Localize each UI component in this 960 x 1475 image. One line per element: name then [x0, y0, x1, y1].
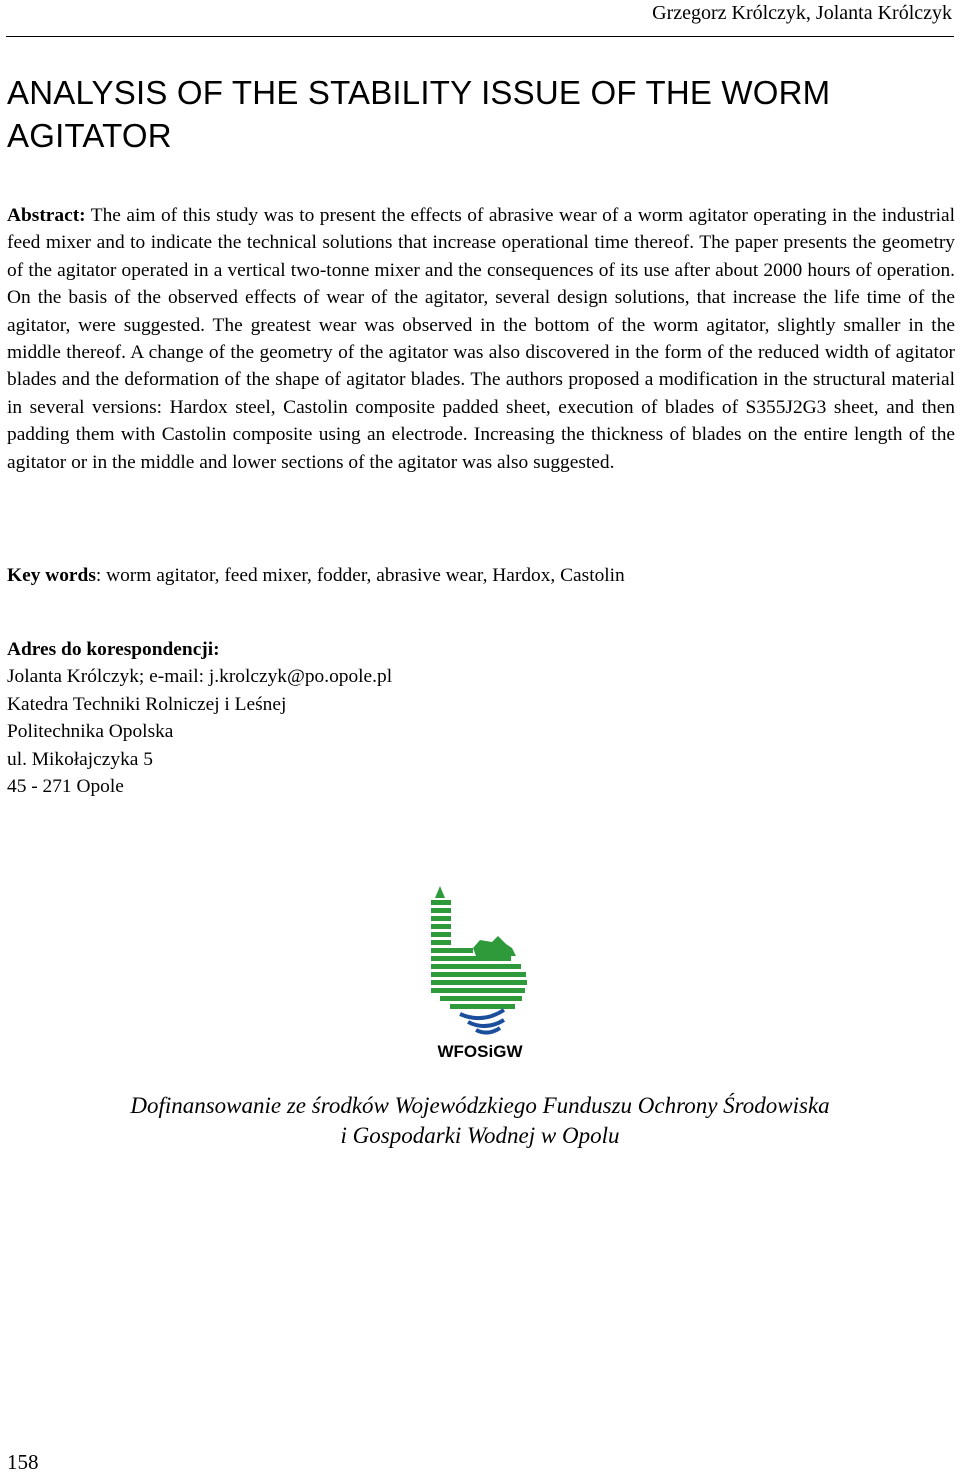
abstract — [7, 202, 955, 476]
running-header-authors: Grzegorz Królczyk, Jolanta Królczyk — [652, 2, 952, 24]
header-rule — [6, 36, 954, 37]
page-number: 158 — [7, 1450, 39, 1474]
keywords-text: : worm agitator, feed mixer, fodder, abrasive wear, Hardox, Castolin — [95, 565, 625, 586]
correspondence-line-university: Politechnika Opolska — [7, 721, 174, 743]
paper-title: ANALYSIS OF THE STABILITY ISSUE OF THE WORM AGITATOR — [7, 74, 831, 154]
keywords-label: Key words — [7, 565, 96, 586]
funding-line-2: i Gospodarki Wodnej w Opolu — [340, 1123, 620, 1148]
wfosigw-logo — [420, 884, 540, 1064]
correspondence-line-city: 45 - 271 Opole — [7, 776, 124, 798]
keywords — [7, 562, 955, 589]
correspondence-line-street: ul. Mikołajczyka 5 — [7, 748, 153, 770]
logo-text: WFOSiGW — [437, 1042, 523, 1061]
correspondence-heading: Adres do korespondencji: — [7, 639, 220, 660]
correspondence-line-email: Jolanta Królczyk; e-mail: j.krolczyk@po.opole.pl — [7, 666, 393, 688]
abstract-text: The aim of this study was to present the effects of abrasive wear of a worm agitator operating in the industrial feed mixer and to indicate the technical solutions that increase operational time thereof. The paper presents the geometry of the agitator operated in a vertical two-tonne mixer and the consequences of its use after about 2000 hours of operation. On the basis of the observed effects of wear of the agitator, several design solutions, that increase the life time of the agitator, were suggested. The greatest wear was observed in the bottom of the worm agitator, slightly smaller in the middle thereof. A change of the geometry of the agitator was also discovered in the form of the reduced width of agitator blades and the deformation of the shape of agitator blades. The authors proposed a modification in the structural material in several versions: Hardox steel, Castolin composite padded sheet, execution of blades of S355J2G3 sheet, and then padding them with Castolin composite using an electrode. Increasing the thickness of blades on the entire length of the agitator or in the middle and lower sections of the agitator was also suggested. — [7, 205, 955, 473]
correspondence-block — [7, 636, 392, 800]
abstract-label: Abstract: — [7, 205, 86, 226]
funding-line-1: Dofinansowanie ze środków Wojewódzkiego Funduszu Ochrony Środowiska — [130, 1093, 830, 1118]
funding-note — [0, 1091, 960, 1151]
correspondence-line-department: Katedra Techniki Rolniczej i Leśnej — [7, 693, 287, 715]
